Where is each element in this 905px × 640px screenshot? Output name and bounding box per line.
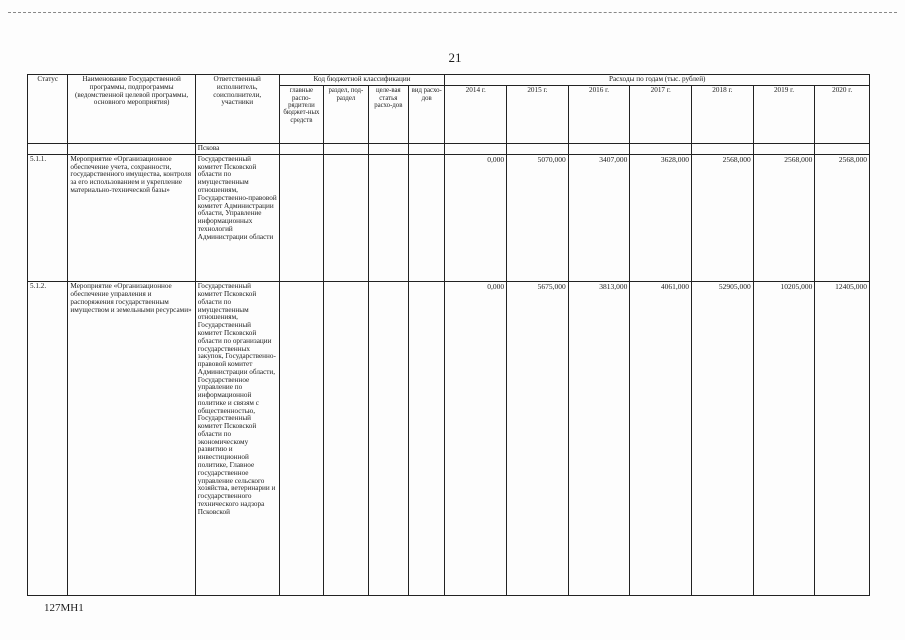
header-expenses: Расходы по годам (тыс. рублей) (445, 75, 870, 86)
row-name: Мероприятие «Организационное обеспечение учета, сохранности, государственного имущества, контроля за его использованием и укрепление материально-технической базы» (68, 154, 195, 281)
row-value: 4061,000 (630, 282, 692, 596)
header-budget-sub: вид расхо-дов (409, 86, 445, 144)
row-value: 5675,000 (507, 282, 569, 596)
table-row (28, 282, 870, 596)
row-value: 2568,000 (815, 154, 870, 281)
row-value: 0,000 (445, 282, 507, 596)
header-status: Статус (28, 75, 68, 144)
header-budget-sub: раздел, под-раздел (324, 86, 368, 144)
header-year: 2020 г. (815, 86, 870, 144)
header-budget-sub: целе-вая статья расхо-дов (368, 86, 408, 144)
header-year: 2019 г. (753, 86, 815, 144)
row-executor: Государственный комитет Псковской области по имущественным отношениям, Государственный комитет Псковской области по организации государственных закупок, Государственно-правовой комитет Администрации области, Государственное управление по информационной политике и связям с общественностью, Государственный комитет Псковской области по экономическому развитию и инвестиционной политике, Главное государственное управление сельского хозяйства, ветеринарии и государственного технического надзора Псковской (195, 282, 279, 596)
row-name: Мероприятие «Организационное обеспечение управления и распоряжения государственным имуществом и земельными ресурсами» (68, 282, 195, 596)
row-value: 3628,000 (630, 154, 692, 281)
header-executor: Ответственный исполнитель, соисполнители, участники (195, 75, 279, 144)
row-status: 5.1.2. (28, 282, 68, 596)
row-value: 0,000 (445, 154, 507, 281)
header-year: 2018 г. (692, 86, 754, 144)
footer-code: 127МН1 (44, 602, 84, 614)
header-year: 2014 г. (445, 86, 507, 144)
page-number: 21 (448, 50, 462, 65)
row-value: 3813,000 (568, 282, 630, 596)
header-budget-code: Код бюджетной классификации (279, 75, 445, 86)
row-value: 52905,000 (692, 282, 754, 596)
row-value: 12405,000 (815, 282, 870, 596)
top-rule (8, 12, 897, 13)
row-value: 2568,000 (753, 154, 815, 281)
header-year: 2016 г. (568, 86, 630, 144)
row-value: 3407,000 (568, 154, 630, 281)
header-year: 2017 г. (630, 86, 692, 144)
row-value: 10205,000 (753, 282, 815, 596)
row-value: 5070,000 (507, 154, 569, 281)
continuation-text: Пскова (195, 143, 279, 154)
budget-table (27, 74, 870, 596)
header-budget-sub: главные распо-рядители бюджет-ных средств (279, 86, 323, 144)
row-status: 5.1.1. (28, 154, 68, 281)
table-row (28, 154, 870, 281)
row-value: 2568,000 (692, 154, 754, 281)
row-executor: Государственный комитет Псковской области по имущественным отношениям, Государственно-правовой комитет Администрации области, Управление информационных технологий Администрации области (195, 154, 279, 281)
header-name: Наименование Государственной программы, подпрограммы (ведомственной целевой программы, основного мероприятия) (68, 75, 195, 144)
continuation-row (28, 143, 870, 154)
header-year: 2015 г. (507, 86, 569, 144)
